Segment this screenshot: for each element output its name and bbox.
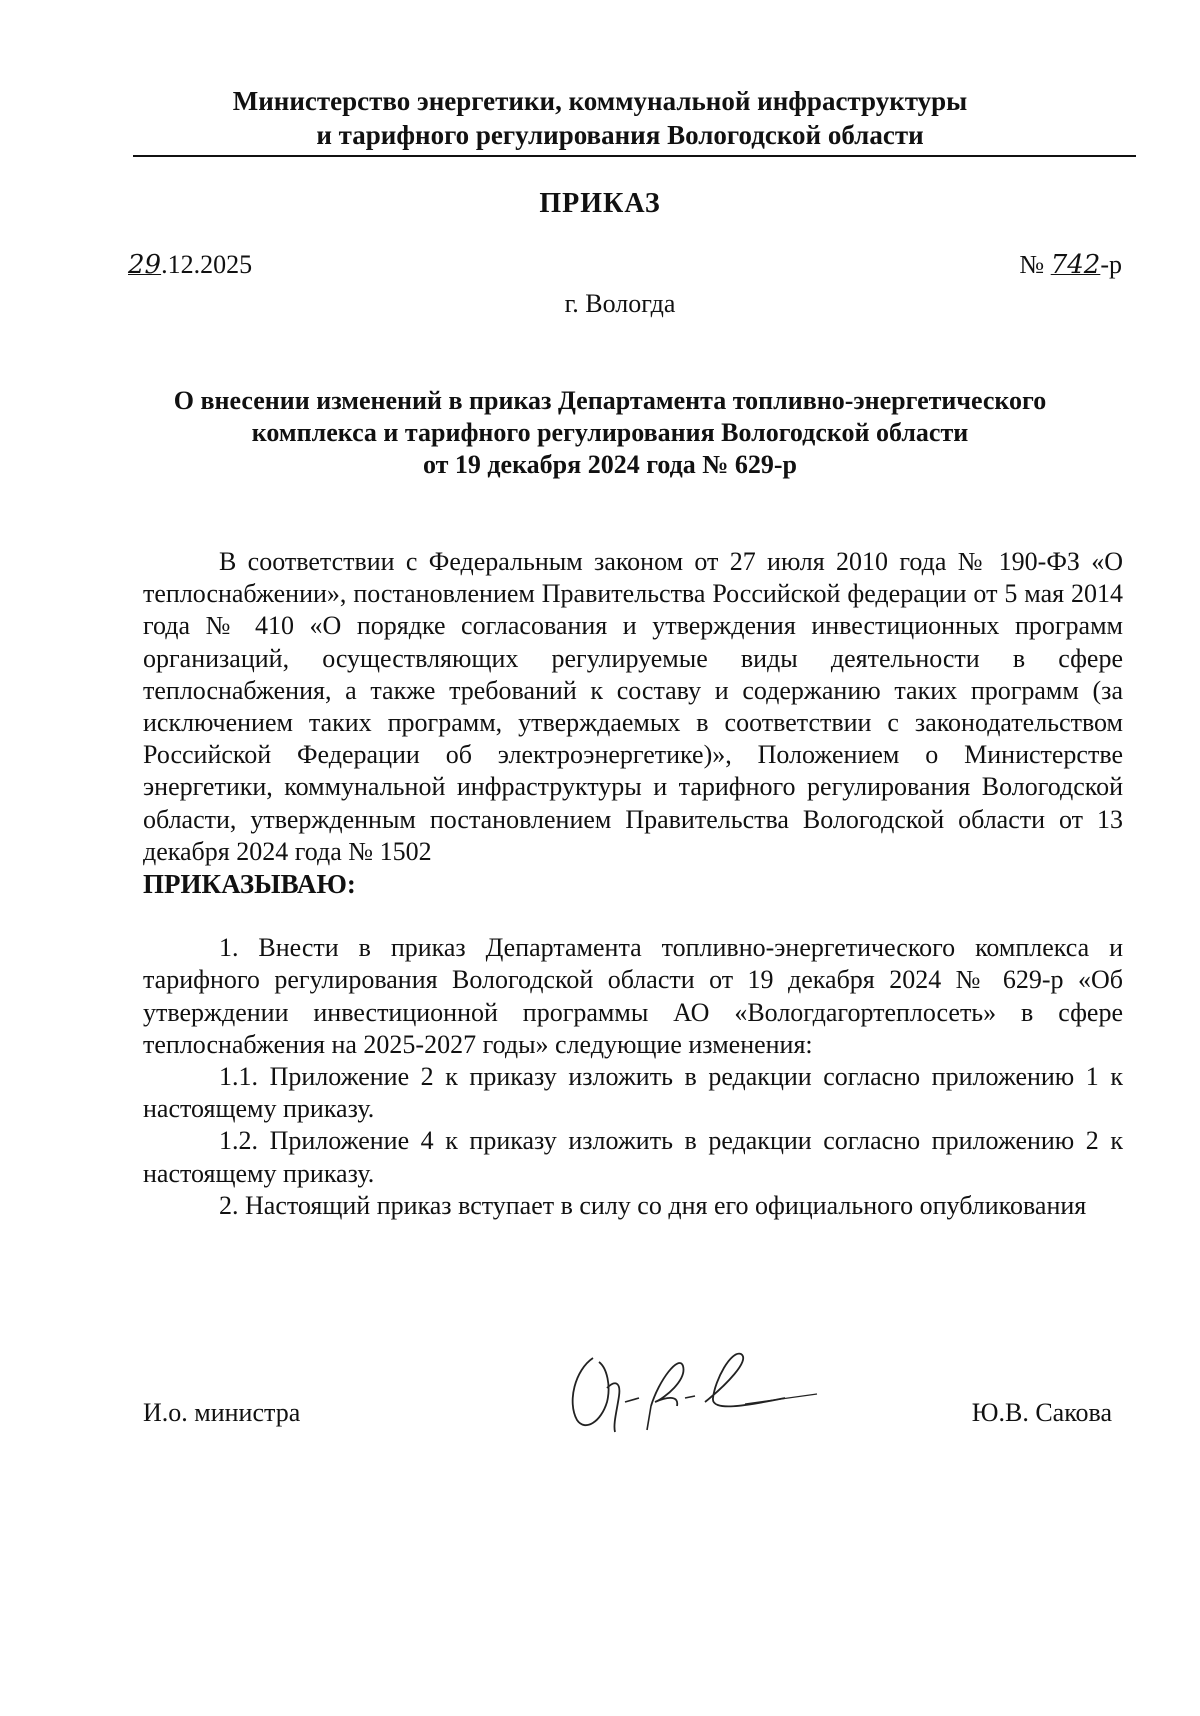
ministry-name-line2: и тарифного регулирования Вологодской области <box>316 120 924 150</box>
number-suffix: -р <box>1100 250 1122 279</box>
document-number <box>1019 250 1122 280</box>
title-line3: от 19 декабря 2024 года № 629-р <box>422 450 798 479</box>
ministry-name-line1: Министерство энергетики, коммунальной инфраструктуры <box>232 86 968 116</box>
signatory-role: И.о. министра <box>143 1398 301 1427</box>
title-line1: О внесении изменений в приказ Департамента топливно-энергетического <box>173 386 1047 415</box>
order-item-2: 2. Настоящий приказ вступает в силу со дня его официального опубликования <box>219 1190 1087 1220</box>
preamble-paragraph: В соответствии с Федеральным законом от 27 июля 2010 года № 190-ФЗ «О теплоснабжении», постановлением Правительства Российской федерации от 5 мая 2014 года № 410 «О порядке согласования и утверждения инвестиционных программ организаций, осуществляющих регулируемые виды деятельности в сфере теплоснабжения, а также требований к составу и содержанию таких программ (за исключением таких программ, утверждаемых в соответствии с законодательством Российской Федерации об электроэнергетике)», Положением о Министерстве энергетики, коммунальной инфраструктуры и тарифного регулирования Вологодской области, утвержденным постановлением Правительства Вологодской области от 13 декабря 2024 года № 1502 <box>143 547 1123 866</box>
document-body <box>143 546 1123 1222</box>
number-prefix: № <box>1019 250 1051 279</box>
order-item-1: 1. Внести в приказ Департамента топливно-энергетического комплекса и тарифного регулирования Вологодской области от 19 декабря 2024 № 629-р «Об утверждении инвестиционной программы АО «Вологдагортеплосеть» в сфере теплоснабжения на 2025-2027 годы» следующие изменения: <box>143 933 1123 1059</box>
document-date <box>128 250 252 280</box>
date-rest: .12.2025 <box>161 250 253 279</box>
ministry-header <box>0 84 1200 152</box>
date-day-handwritten: 29 <box>128 250 162 280</box>
header-divider <box>133 155 1136 157</box>
document-type: ПРИКАЗ <box>539 188 661 219</box>
document-title <box>0 385 1200 481</box>
document-city: г. Вологда <box>564 289 676 318</box>
number-handwritten: 742 <box>1050 250 1101 280</box>
signatory-name: Ю.В. Сакова <box>971 1398 1112 1427</box>
title-line2: комплекса и тарифного регулирования Вологодской области <box>251 418 969 447</box>
order-item-1-2: 1.2. Приложение 4 к приказу изложить в редакции согласно приложению 2 к настоящему приказу. <box>143 1126 1123 1188</box>
order-item-1-1: 1.1. Приложение 2 к приказу изложить в редакции согласно приложению 1 к настоящему приказу. <box>143 1062 1123 1124</box>
handwritten-signature <box>555 1340 835 1440</box>
order-word: ПРИКАЗЫВАЮ: <box>143 869 356 900</box>
